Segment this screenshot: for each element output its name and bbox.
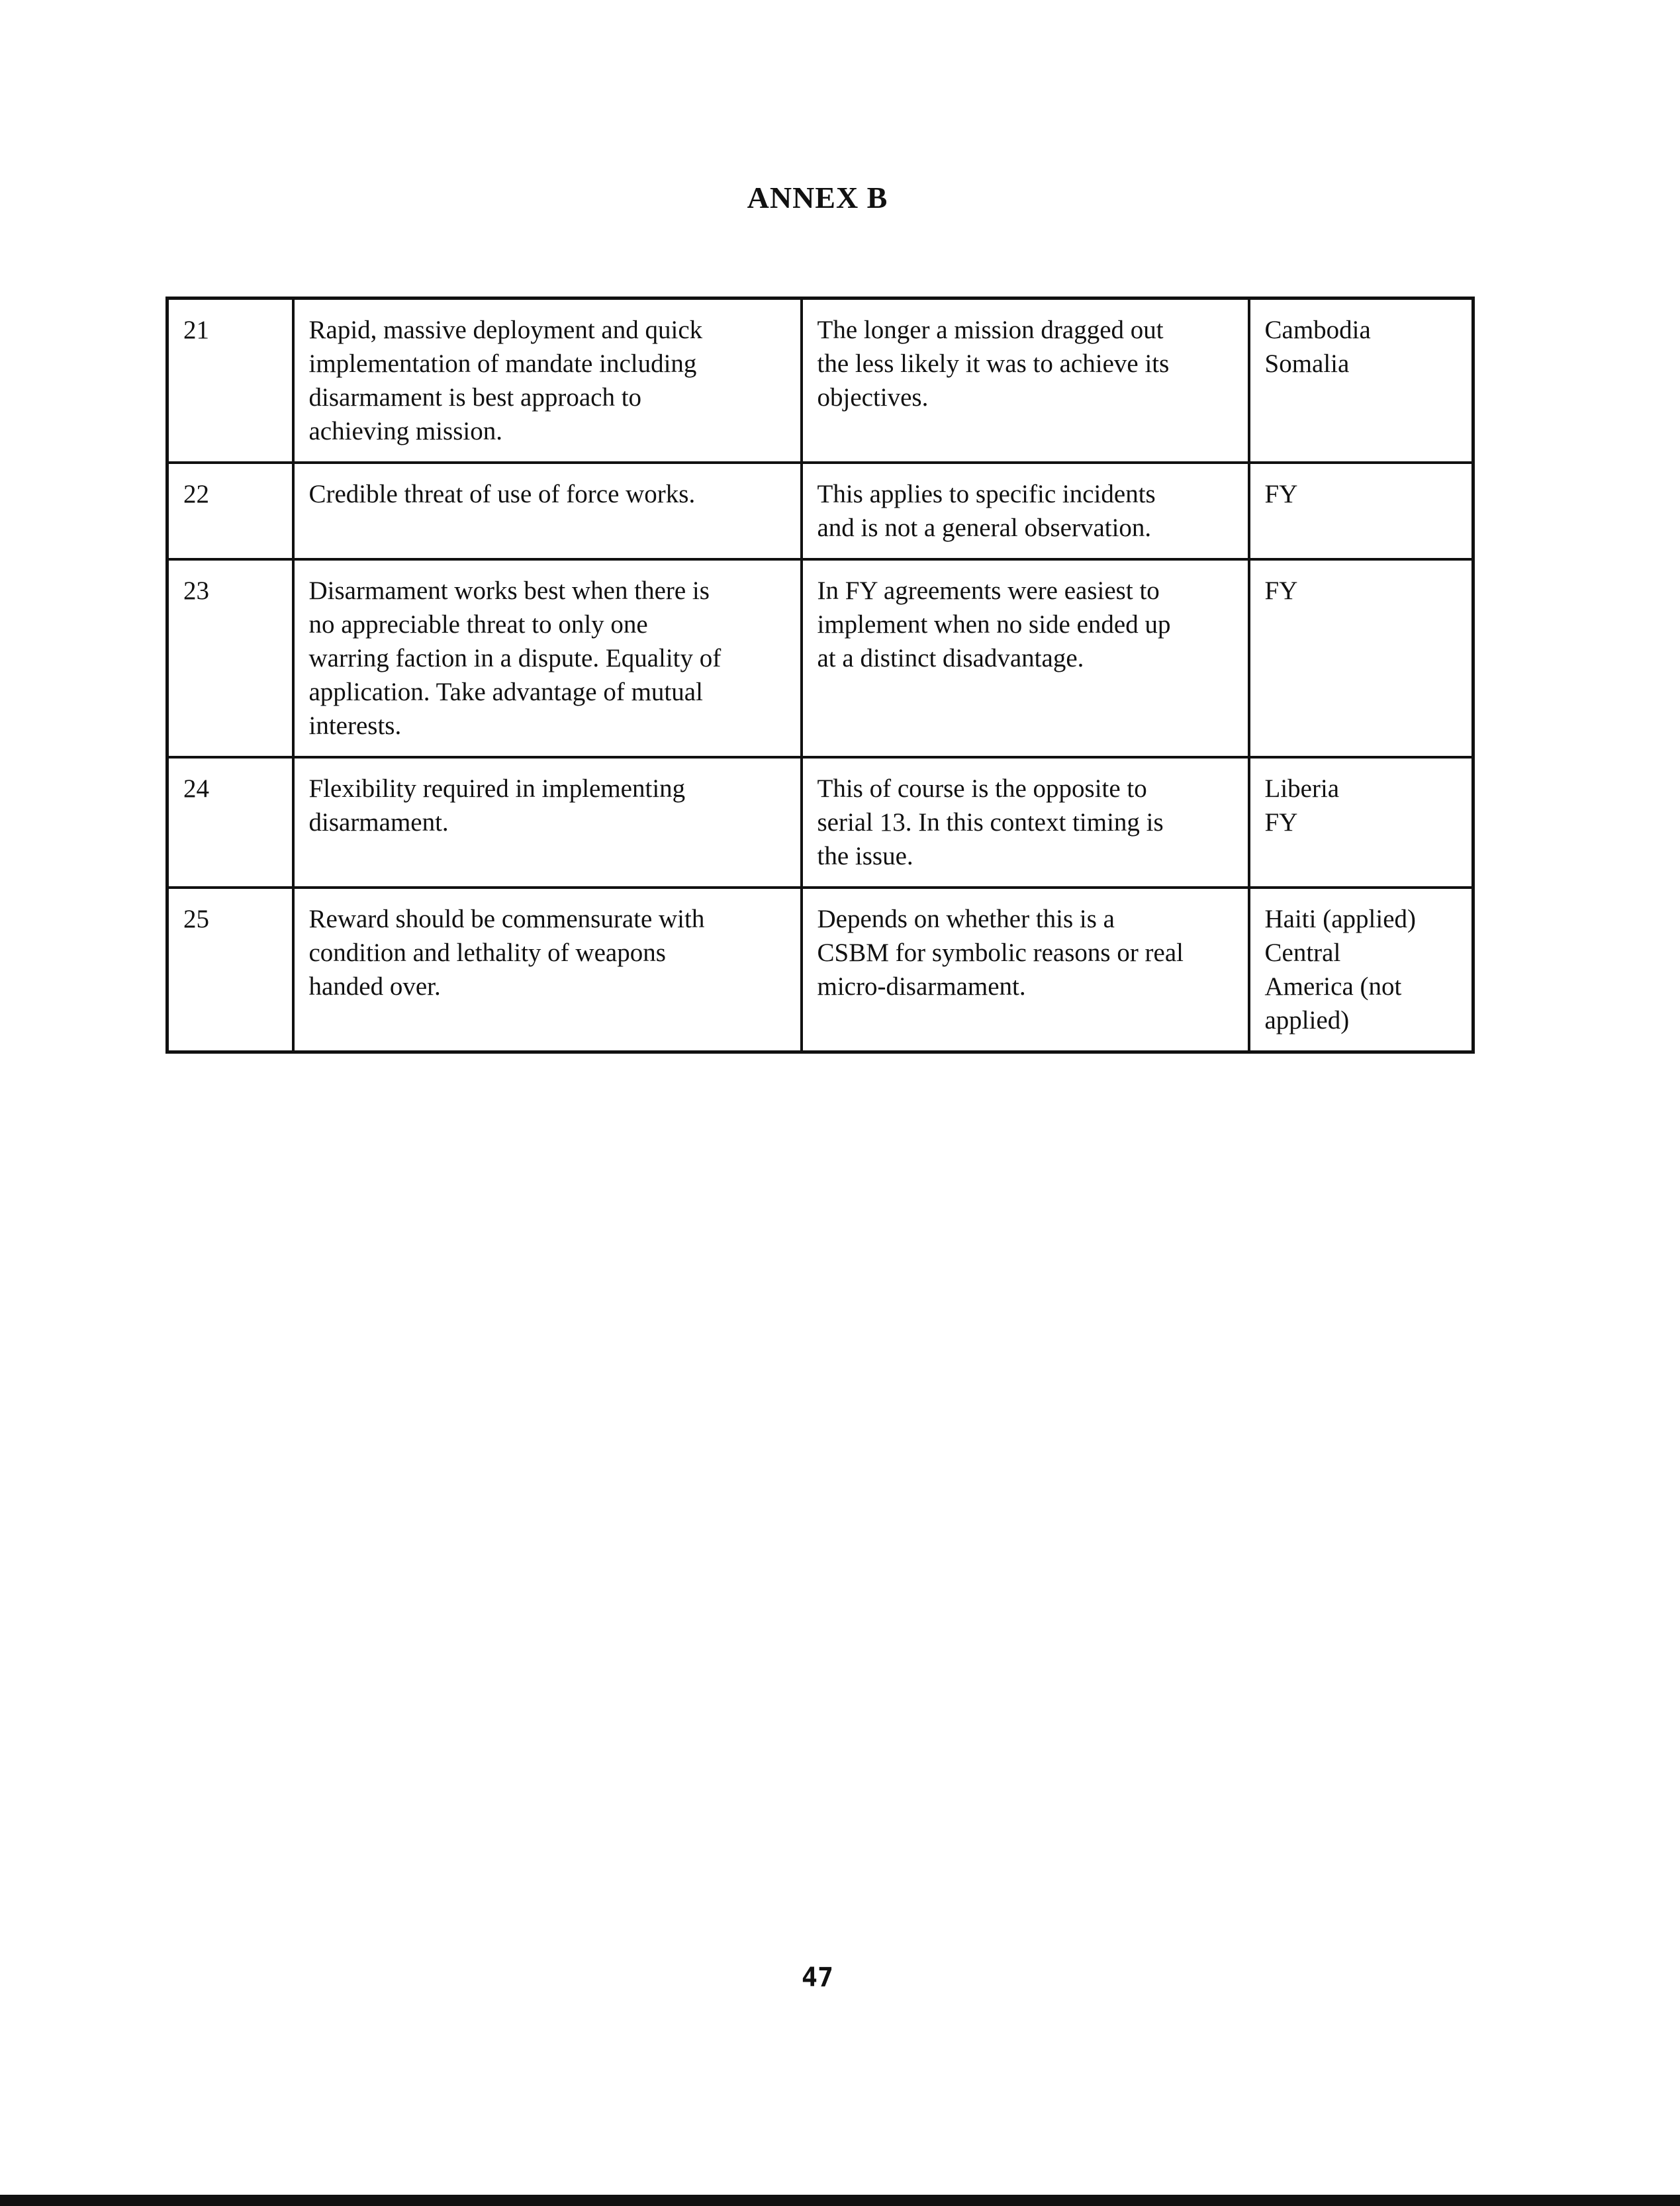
table-row <box>167 757 1473 888</box>
comment-text: This applies to specific incidents and is not a general observation. <box>817 480 1156 542</box>
comment-cell <box>802 757 1249 888</box>
mission-cell <box>1249 888 1473 1052</box>
table-row <box>167 559 1473 757</box>
table-row <box>167 463 1473 559</box>
serial-cell <box>167 559 293 757</box>
comment-text: This of course is the opposite to serial 13. In this context timing is the issue. <box>817 774 1164 870</box>
comment-cell <box>802 299 1249 463</box>
serial-number: 21 <box>183 316 209 344</box>
comment-cell <box>802 559 1249 757</box>
serial-number: 25 <box>183 905 209 933</box>
annex-table <box>165 297 1475 1054</box>
lesson-cell <box>293 888 802 1052</box>
lesson-cell <box>293 559 802 757</box>
serial-number: 24 <box>183 774 209 803</box>
serial-cell <box>167 888 293 1052</box>
lesson-text: Flexibility required in implementing disarmament. <box>308 774 686 837</box>
lesson-text: Rapid, massive deployment and quick implementation of mandate including disarmament is best approach to achieving mission. <box>308 316 703 445</box>
lesson-text: Credible threat of use of force works. <box>308 480 696 508</box>
lesson-text: Reward should be commensurate with condition and lethality of weapons handed over. <box>308 905 705 1001</box>
mission-text: Liberia FY <box>1264 774 1340 837</box>
serial-number: 22 <box>183 480 209 508</box>
mission-cell <box>1249 463 1473 559</box>
lesson-text: Disarmament works best when there is no appreciable threat to only one warring faction in a dispute. Equality of application. Take advantage of mutual interests. <box>308 576 722 740</box>
mission-cell <box>1249 757 1473 888</box>
lesson-cell <box>293 463 802 559</box>
comment-cell <box>802 888 1249 1052</box>
comment-cell <box>802 463 1249 559</box>
serial-cell <box>167 299 293 463</box>
page-title: ANNEX B <box>747 181 888 214</box>
comment-text: The longer a mission dragged out the less likely it was to achieve its objectives. <box>817 316 1170 412</box>
comment-text: In FY agreements were easiest to implement when no side ended up at a distinct disadvantage. <box>817 576 1171 672</box>
serial-cell <box>167 463 293 559</box>
serial-number: 23 <box>183 576 209 605</box>
bottom-scan-edge <box>0 2195 1680 2206</box>
lesson-cell <box>293 757 802 888</box>
mission-text: Haiti (applied) Central America (not applied) <box>1264 905 1416 1034</box>
comment-text: Depends on whether this is a CSBM for symbolic reasons or real micro-disarmament. <box>817 905 1184 1001</box>
table-row <box>167 888 1473 1052</box>
lesson-cell <box>293 299 802 463</box>
serial-cell <box>167 757 293 888</box>
mission-cell <box>1249 299 1473 463</box>
table-row <box>167 299 1473 463</box>
mission-cell <box>1249 559 1473 757</box>
mission-text: FY <box>1264 480 1298 508</box>
page-number: 47 <box>801 1962 834 1993</box>
mission-text: FY <box>1264 576 1298 605</box>
mission-text: Cambodia Somalia <box>1264 316 1371 378</box>
